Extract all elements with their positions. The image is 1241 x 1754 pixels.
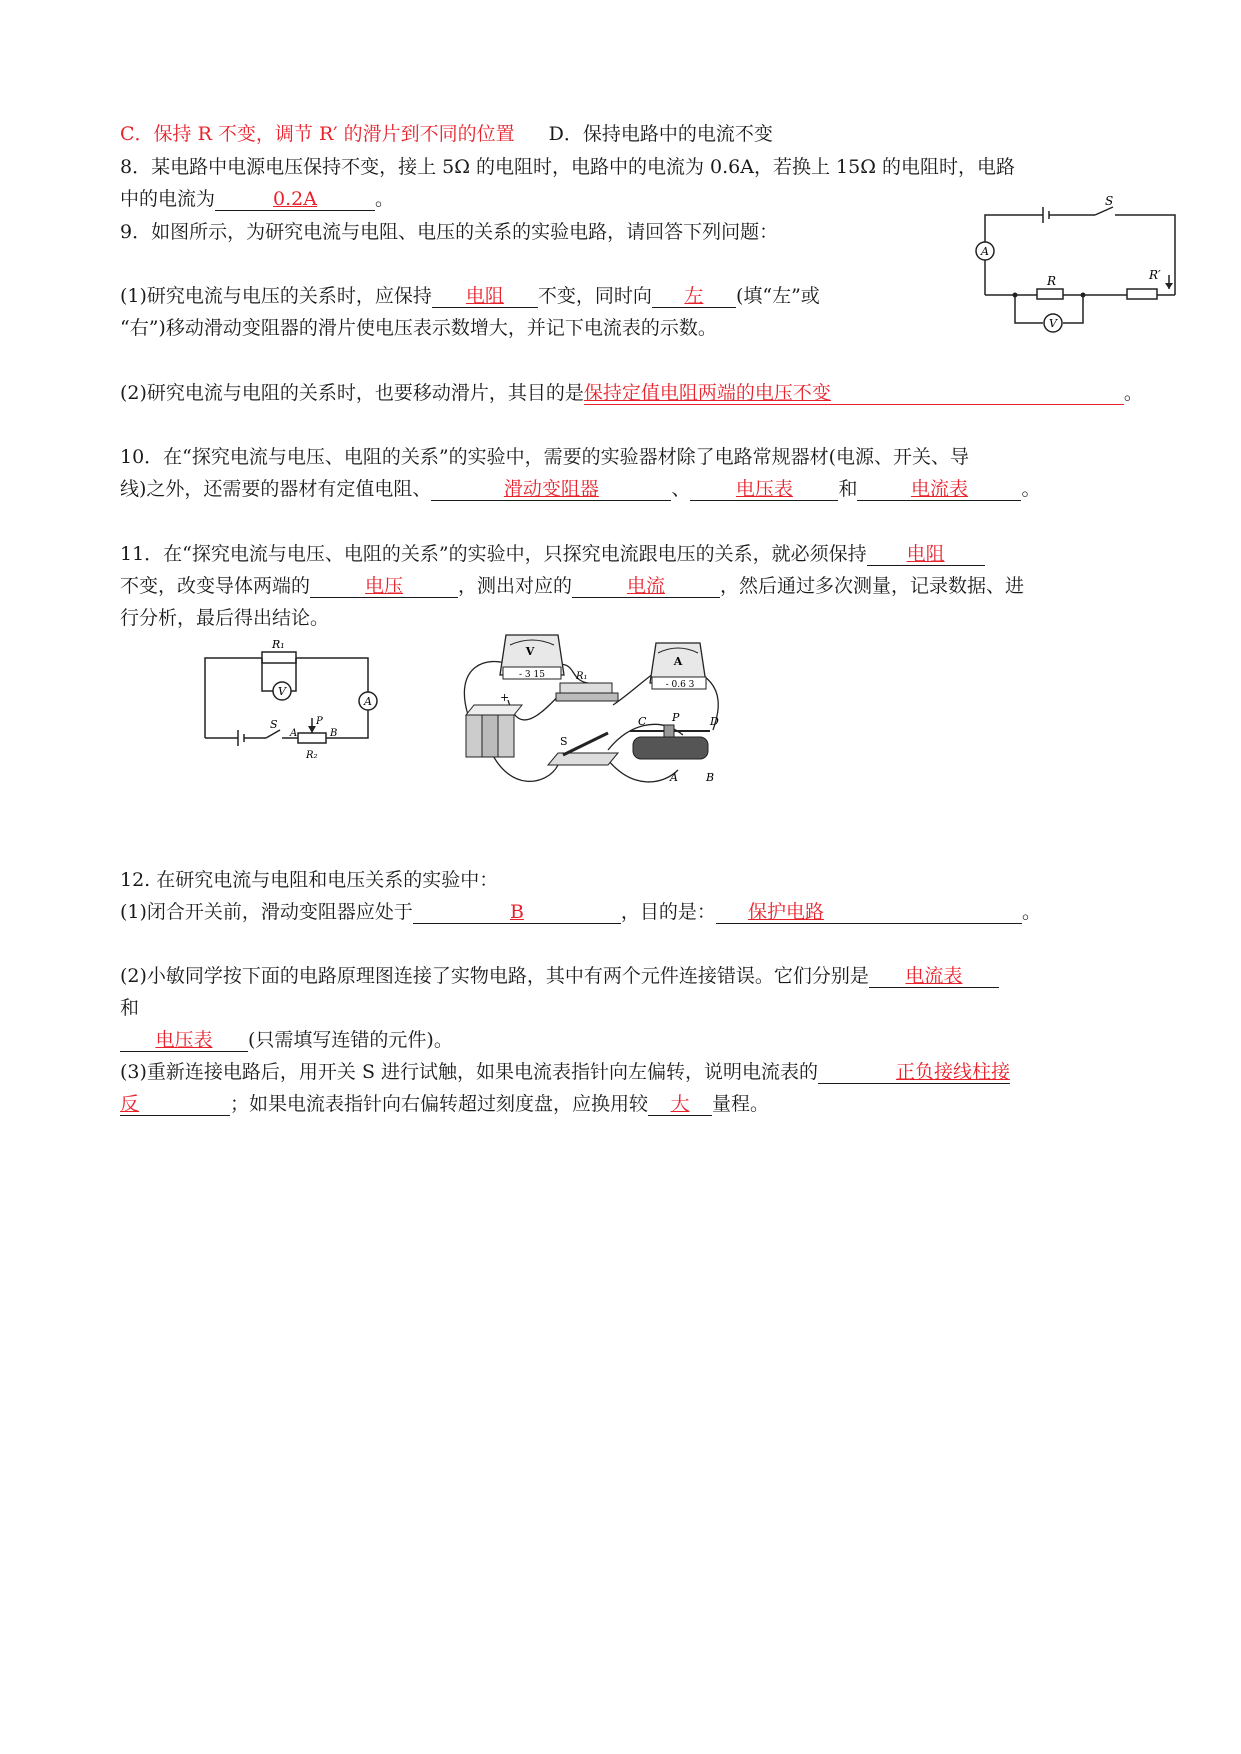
q9-p1-mid: 不变，同时向 xyxy=(537,285,652,307)
voltmeter-label: V xyxy=(1049,317,1057,330)
q12-stem: 12. 在研究电流与电阻和电压关系的实验中： xyxy=(120,869,499,891)
q9-p2-answer: 保持定值电阻两端的电压不变 xyxy=(583,382,831,404)
q12-p2-end: (只需填写连错的元件)。 xyxy=(248,1029,453,1051)
q8-answer: 0.2A xyxy=(273,188,317,210)
q11-post: ，然后通过多次测量，记录数据、进 xyxy=(720,575,1025,597)
q12-p2-text: (2)小敏同学按下面的电路原理图连接了实物电路，其中有两个元件连接错误。它们分别是 xyxy=(120,965,869,987)
q11-line2 xyxy=(120,573,1024,599)
q9-p1-blank2 xyxy=(652,285,736,308)
q12-part2-line3 xyxy=(120,1027,453,1053)
physical-plus: + xyxy=(500,691,510,704)
physical-s: S xyxy=(560,735,568,748)
q11-answer1: 电阻 xyxy=(906,543,945,565)
physical-r1: R₁ xyxy=(576,671,588,682)
schematic-r1: R₁ xyxy=(272,638,285,651)
option-d: D．保持电路中的电流不变 xyxy=(548,123,773,145)
q11-answer2: 电压 xyxy=(365,575,404,597)
q12-p1-text: (1)闭合开关前，滑动变阻器应处于 xyxy=(120,901,413,923)
physical-a-scale: - 0.6 3 xyxy=(665,680,695,690)
q11-schematic-diagram xyxy=(200,638,390,763)
q9-part1-line2: “右”)移动滑动变阻器的滑片使电压表示数增大，并记下电流表的示数。 xyxy=(120,317,717,339)
physical-bb: B xyxy=(706,771,715,784)
q12-p3-text: (3)重新连接电路后，用开关 S 进行试触，如果电流表指针向左偏转，说明电流表的 xyxy=(120,1061,819,1083)
q9-part1-line1 xyxy=(120,283,820,309)
q11-blank1 xyxy=(867,543,985,566)
schematic-v: V xyxy=(278,685,286,698)
q12-p3-blank1b xyxy=(120,1093,230,1116)
q12-p3-blank1 xyxy=(818,1061,1010,1084)
q9-p2-text: (2)研究电流与电阻的关系时，也要移动滑片，其目的是 xyxy=(120,382,584,404)
q10-answer3: 电流表 xyxy=(910,478,968,500)
schematic-pb: B xyxy=(330,728,338,739)
q12-p2-answer2: 电压表 xyxy=(155,1029,213,1051)
physical-p: P xyxy=(672,711,680,724)
q12-p1-mid: ，目的是： xyxy=(620,901,716,923)
q12-part1 xyxy=(120,899,1041,925)
q12-p3-mid: ；如果电流表指针向右偏转超过刻度盘，应换用较 xyxy=(230,1093,649,1115)
q12-part2-line1 xyxy=(120,963,999,989)
resistor-label: R xyxy=(1047,274,1057,288)
q12-part2-line2: 和 xyxy=(120,997,140,1019)
q12-p1-answer2: 保护电路 xyxy=(747,901,824,923)
q9-p1-answer1: 电阻 xyxy=(465,285,504,307)
q9-p1-blank1 xyxy=(432,285,538,308)
schematic-a: A xyxy=(364,695,372,708)
schematic-pp: P xyxy=(316,716,323,727)
q8-text: 中的电流为 xyxy=(120,188,216,210)
physical-a: A xyxy=(673,655,683,668)
q11-answer3: 电流 xyxy=(627,575,666,597)
physical-switch-icon xyxy=(548,733,618,765)
q12-p2-blank1 xyxy=(869,965,999,988)
q11-mid: ，测出对应的 xyxy=(458,575,573,597)
q12-p1-blank1 xyxy=(413,901,621,924)
q9-p1-post: (填“左”或 xyxy=(735,285,820,307)
q12-p3-answer1b: 反 xyxy=(120,1093,140,1115)
q11-text2: 不变，改变导体两端的 xyxy=(120,575,311,597)
q10-sep2: 和 xyxy=(838,478,858,500)
q10-answer1: 滑动变阻器 xyxy=(503,478,599,500)
q12-p1-end: 。 xyxy=(1021,901,1041,923)
q9-circuit-diagram xyxy=(975,195,1195,335)
q12-p1-blank2 xyxy=(716,901,1022,924)
ammeter-label: A xyxy=(981,245,989,258)
q10-blank1 xyxy=(431,478,671,501)
q12-p3-end: 量程。 xyxy=(712,1093,770,1115)
q8-end: 。 xyxy=(375,188,395,210)
physical-d: D xyxy=(710,715,719,728)
q9-p1-text: (1)研究电流与电压的关系时，应保持 xyxy=(120,285,432,307)
q8-line2 xyxy=(120,186,394,212)
schematic-r2: R₂ xyxy=(306,750,318,761)
q11-line1 xyxy=(120,541,985,567)
q9-p2-blank xyxy=(584,382,1124,405)
q10-answer2: 电压表 xyxy=(735,478,793,500)
q10-line1: 10．在“探究电流与电压、电阻的关系”的实验中，需要的实验器材除了电路常规器材(电源、开关、导 xyxy=(120,446,970,468)
q12-p3-blank2 xyxy=(648,1093,712,1116)
schematic-s: S xyxy=(270,718,278,731)
q12-p2-blank2 xyxy=(120,1029,248,1052)
q9-part2 xyxy=(120,380,1143,406)
option-c: C．保持 R 不变，调节 R′ 的滑片到不同的位置 xyxy=(120,123,515,145)
physical-battery-icon xyxy=(466,705,522,757)
physical-aa: A xyxy=(670,771,678,784)
q11-blank2 xyxy=(310,575,458,598)
q12-part3-line2 xyxy=(120,1091,769,1117)
switch-label: S xyxy=(1105,195,1114,208)
q9-stem: 9．如图所示，为研究电流与电阻、电压的关系的实验电路，请回答下列问题： xyxy=(120,221,779,243)
q10-blank2 xyxy=(690,478,838,501)
q10-sep1: 、 xyxy=(671,478,691,500)
q8-answer-blank xyxy=(215,188,375,211)
q10-text: 线)之外，还需要的器材有定值电阻、 xyxy=(120,478,432,500)
q10-end: 。 xyxy=(1021,478,1041,500)
q7-options xyxy=(120,121,773,147)
rheostat-label: R′ xyxy=(1149,268,1161,282)
q10-blank3 xyxy=(857,478,1021,501)
q12-p3-answer2: 大 xyxy=(670,1093,690,1115)
q12-part3-line1 xyxy=(120,1059,1010,1085)
schematic-pa: A xyxy=(290,728,298,739)
q11-text: 11．在“探究电流与电压、电阻的关系”的实验中，只探究电流跟电压的关系，就必须保持 xyxy=(120,543,867,565)
physical-resistor-icon xyxy=(556,683,618,701)
q9-p2-end: 。 xyxy=(1123,382,1143,404)
physical-c: C xyxy=(638,715,647,728)
physical-v-scale: - 3 15 xyxy=(519,670,545,680)
q11-blank3 xyxy=(572,575,720,598)
q12-p2-answer1: 电流表 xyxy=(905,965,963,987)
physical-v: V xyxy=(525,645,535,658)
physical-rheostat-icon xyxy=(630,725,710,759)
q11-line3: 行分析，最后得出结论。 xyxy=(120,607,330,629)
q10-line2 xyxy=(120,476,1040,502)
q12-p1-answer1: B xyxy=(509,901,524,923)
q9-p1-answer2: 左 xyxy=(684,285,704,307)
q11-physical-circuit-image xyxy=(448,625,758,805)
q8-line1: 8．某电路中电源电压保持不变，接上 5Ω 的电阻时，电路中的电流为 0.6A，若换上 15Ω 的电阻时，电路 xyxy=(120,156,1015,178)
q12-p3-answer1a: 正负接线柱接 xyxy=(896,1061,1011,1083)
